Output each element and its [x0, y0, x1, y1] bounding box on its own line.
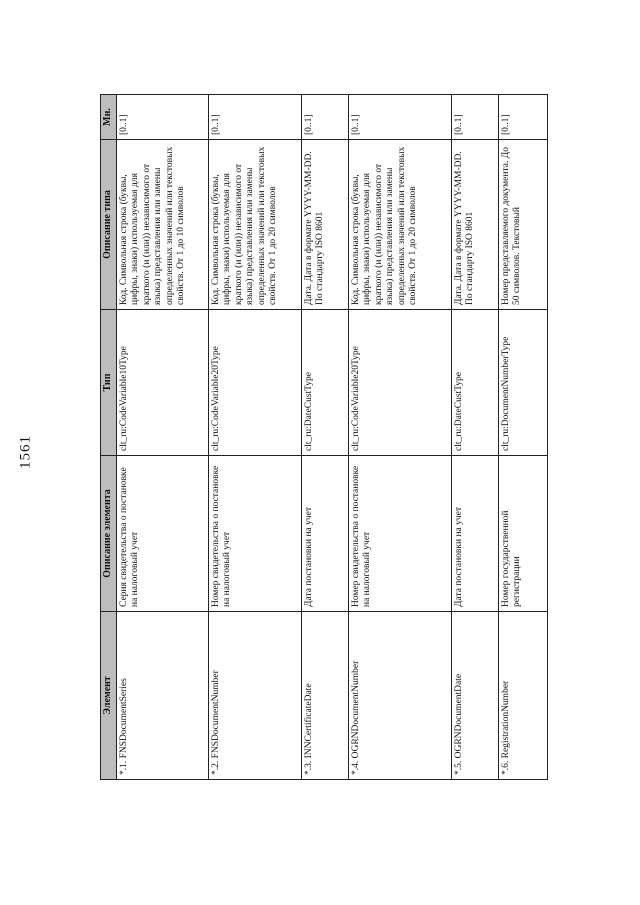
multiplicity-cell: [0..1] — [499, 95, 548, 140]
element-name: FNSDocumentNumber — [211, 670, 221, 759]
type-cell: clt_ru:CodeVariable20Type — [209, 310, 302, 456]
multiplicity-cell: [0..1] — [117, 95, 209, 140]
type-description-cell: Дата. Дата в формате YYYY-MM-DD. По стандарту ISO 8601 — [302, 140, 349, 310]
element-name: RegistrationNumber — [501, 680, 511, 759]
element-name: INNCertificateDate — [304, 683, 314, 759]
element-cell — [117, 612, 209, 780]
row-number: *.4. — [351, 760, 361, 775]
table-row — [117, 95, 209, 780]
type-cell: clt_ru:DateCustType — [302, 310, 349, 456]
table-header-row — [101, 95, 117, 780]
header-type-description: Описание типа — [101, 140, 117, 310]
type-description-cell: Код. Символьная строка (буквы, цифры, знаки) используемая для краткого (и (или)) независимого от языка) представления или замены определенных значений или текстовых свойств. От 1 до 20 символов — [349, 140, 452, 310]
table-row — [209, 95, 302, 780]
multiplicity-cell: [0..1] — [349, 95, 452, 140]
table-row — [452, 95, 499, 780]
type-description-cell: Номер представляемого документа. До 50 символов. Текстовый — [499, 140, 548, 310]
row-number: *.5. — [454, 760, 464, 775]
row-number: *.6. — [501, 760, 511, 775]
element-description-cell: Номер государственной регистрации — [499, 456, 548, 612]
type-cell: clt_ru:DateCustType — [452, 310, 499, 456]
multiplicity-cell: [0..1] — [209, 95, 302, 140]
rotated-table-sheet — [100, 95, 545, 780]
element-cell — [349, 612, 452, 780]
element-name: OGRNDocumentNumber — [351, 660, 361, 759]
row-number: *.3. — [304, 760, 314, 775]
element-description-cell: Серия свидетельства о постановке на налоговый учет — [117, 456, 209, 612]
table-row — [302, 95, 349, 780]
type-description-cell: Код. Символьная строка (буквы, цифры, знаки) используемая для краткого (и (или)) независимого от языка) представления или замены определенных значений или текстовых свойств. От 1 до 10 символов — [117, 140, 209, 310]
header-element: Элемент — [101, 612, 117, 780]
element-name: OGRNDocumentDate — [454, 673, 464, 759]
multiplicity-cell: [0..1] — [302, 95, 349, 140]
header-element-description: Описание элемента — [101, 456, 117, 612]
header-multiplicity: Мн. — [101, 95, 117, 140]
type-cell: clt_ru:CodeVariable10Type — [117, 310, 209, 456]
element-cell — [209, 612, 302, 780]
multiplicity-cell: [0..1] — [452, 95, 499, 140]
row-number: *.1. — [119, 760, 129, 775]
table-row — [349, 95, 452, 780]
element-description-cell: Дата постановки на учет — [302, 456, 349, 612]
type-description-cell: Дата. Дата в формате YYYY-MM-DD. По стандарту ISO 8601 — [452, 140, 499, 310]
element-description-cell: Номер свидетельства о постановке на налоговый учет — [349, 456, 452, 612]
element-cell — [452, 612, 499, 780]
type-cell: clt_ru:DocumentNumberType — [499, 310, 548, 456]
element-name: FNSDocumentSeries — [119, 678, 129, 759]
table-row — [499, 95, 548, 780]
element-description-cell: Номер свидетельства о постановке на налоговый учет — [209, 456, 302, 612]
element-cell — [499, 612, 548, 780]
type-cell: clt_ru:CodeVariable20Type — [349, 310, 452, 456]
row-number: *.2. — [211, 760, 221, 775]
spec-table — [100, 94, 548, 780]
element-description-cell: Дата постановки на учет — [452, 456, 499, 612]
header-type: Тип — [101, 310, 117, 456]
page-number: 1561 — [17, 435, 34, 469]
element-cell — [302, 612, 349, 780]
type-description-cell: Код. Символьная строка (буквы, цифры, знаки) используемая для краткого (и (или)) независимого от языка) представления или замены определенных значений или текстовых свойств. От 1 до 20 символов — [209, 140, 302, 310]
